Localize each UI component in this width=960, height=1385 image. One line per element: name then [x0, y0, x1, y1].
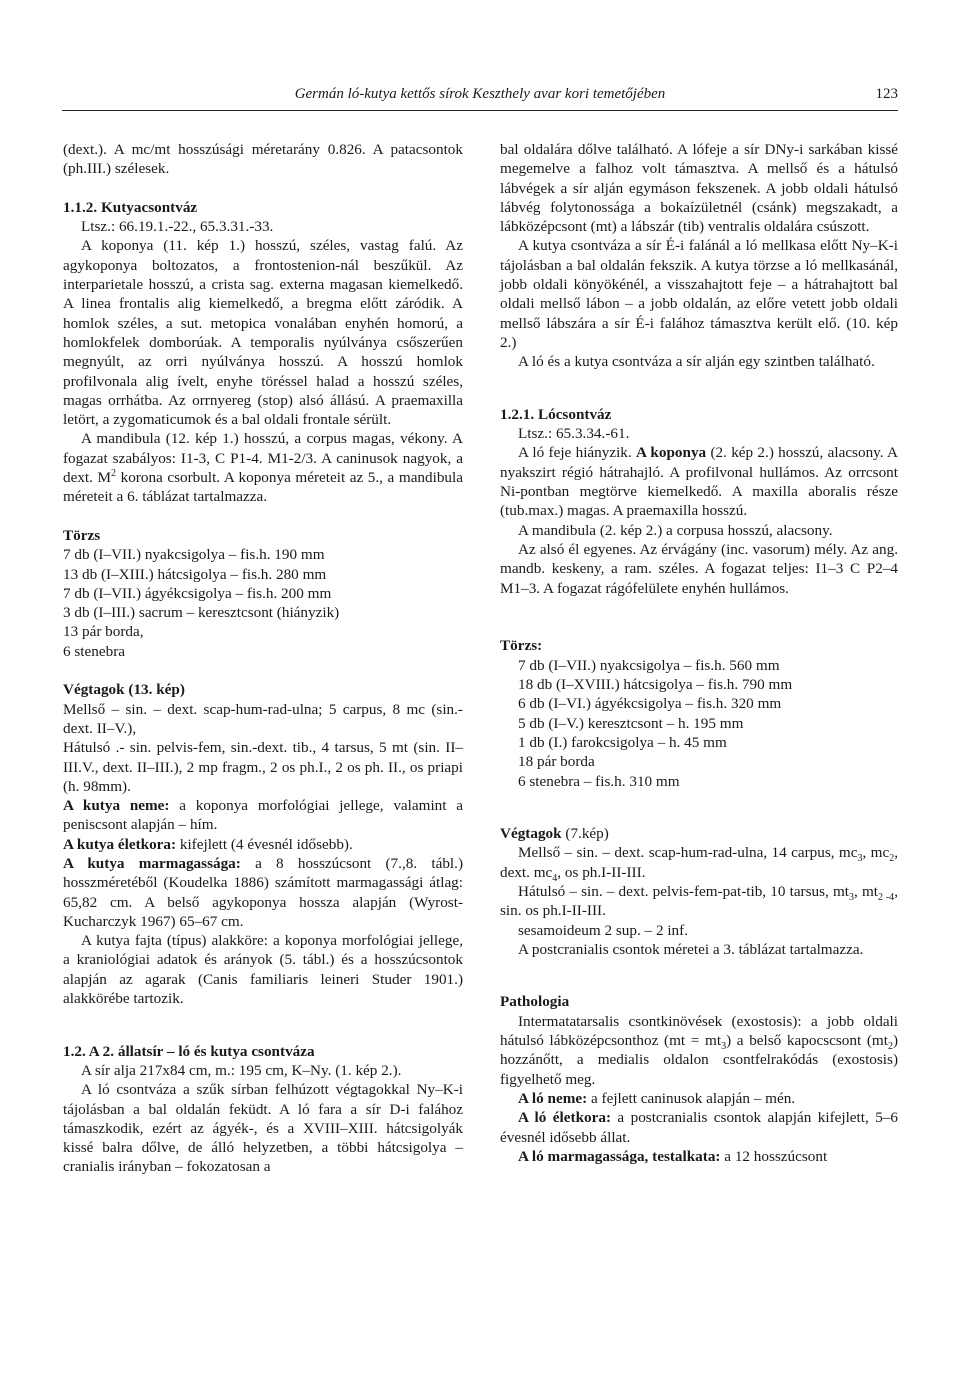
paragraph-pathologia: Intermatatarsalis csontkinövések (exostosis): a jobb oldali hátulsó lábközépcsonthoz $(mt = mt_3)$ a belső kapocscsont $(mt_2)$ hozzánőtt, a medialis oldalon csontfelrakódás (exostosis) figyelhető meg. — [500, 1012, 898, 1088]
paragraph-fej: A ló feje hiányzik. A koponya (2. kép 2.) hosszú, alacsony. A nyakszirt régió hátrahajló. A profilvonal hullámos. Az orrcsont Ni-pontban megtörve kiemelkedő. A maxilla aboralis része (tub.max.) magas. A praemaxilla hosszú. — [500, 444, 898, 520]
list-item: 18 db (I–XVIII.) hátcsigolya – fis.h. 790 mm — [518, 676, 793, 694]
paragraph-mandibula: A mandibula (12. kép 1.) hosszú, a corpus magas, vékony. A fogazat szabályos: I1-3, C P1-4. M1-2/3. A caninusok nagyok, a dext. $M^2$ korona csorbult. A koponya méreteit az 5., a mandibula méreteit a 6. táblázat tartalmazza. — [63, 430, 463, 506]
list-item: 7 db (I–VII.) ágyékcsigolya – fis.h. 200 mm — [63, 584, 332, 602]
paragraph-sesamoideum: sesamoideum 2 sup. – 2 inf. — [518, 921, 688, 939]
paragraph-neme: A kutya neme: a koponya morfológiai jellege, valamint a peniscsont alapján – hím. — [63, 797, 463, 834]
subheading-vegtagok: Végtagok (7.kép) — [500, 825, 609, 843]
list-item: 5 db (I–V.) keresztcsont – h. 195 mm — [518, 714, 744, 732]
list-item: 1 db (I.) farokcsigolya – h. 45 mm — [518, 733, 727, 751]
list-item: 7 db (I–VII.) nyakcsigolya – fis.h. 190 mm — [63, 546, 325, 564]
paragraph-mandibula: A mandibula (2. kép 2.) a corpusa hosszú, alacsony. — [518, 521, 833, 539]
paragraph-lo-csontvaz: A ló csontváza a szűk sírban felhúzott végtagokkal Ny–K-i tájolásban a bal oldalán feküdt. A ló fara a sír D-i falához támaszkodik, ezért az ágyék-, és a XVIII–XIII. hátcsigolyák kissé balra dőlve, de álló helyzetben, a többi hátcsigolya – cranialis irányban – fokozatosan a — [63, 1081, 463, 1176]
list-item: 13 db (I–XIII.) hátcsigolya – fis.h. 280 mm — [63, 565, 327, 583]
list-item: 7 db (I–VII.) nyakcsigolya – fis.h. 560 mm — [518, 656, 780, 674]
paragraph-also-el: Az alsó él egyenes. Az érvágány (inc. vasorum) mély. Az ang. mandb. keskeny, a ram. széles. A fogazat teljes: I1–3 C P2–4 M1–3. A fogazat rágófelülete enyhén hullámos. — [500, 540, 898, 597]
list-item: 6 stenebra – fis.h. 310 mm — [518, 772, 680, 790]
header-title: Germán ló-kutya kettős sírok Keszthely avar kori temetőjében — [294, 86, 666, 102]
section-heading-kutyacsontvaz: 1.1.2. Kutyacsontváz — [63, 198, 198, 216]
list-item: 3 db (I–III.) sacrum – keresztcsont (hiányzik) — [63, 604, 340, 622]
subheading-torzs: Törzs: — [500, 637, 543, 655]
subheading-torzs: Törzs — [63, 526, 101, 544]
section-heading-locsontvaz: 1.2.1. Lócsontváz — [500, 405, 612, 423]
list-item: 6 stenebra — [63, 642, 125, 660]
paragraph-hatso: Hátulsó .- sin. pelvis-fem, sin.-dext. tib., 4 tarsus, 5 mt (sin. II–III.V., dext. II–III.), 2 mp fragm., 2 os ph.I., 2 os ph. II., os priapi (h. 98mm). — [63, 739, 463, 795]
paragraph-fajta: A kutya fajta (típus) alakköre: a koponya morfológiai jellege, a kraniológiai adatok és arányok (5. tábl.) és a hosszúcsontok alapján az agarak (Canis familiaris leineri Studer 1901.) alakkörébe tartozik. — [63, 932, 463, 1008]
ltsz-line: Ltsz.: 66.19.1.-22., 65.3.31.-33. — [81, 218, 274, 236]
running-header — [62, 84, 898, 111]
paragraph: (dext.). A mc/mt hosszúsági méretarány 0.826. A patacsontok (ph.III.) szélesek. — [63, 141, 463, 178]
list-item: 6 db (I–VI.) ágyékcsigolya – fis.h. 320 mm — [518, 695, 782, 713]
subheading-vegtagok: Végtagok (13. kép) — [63, 681, 185, 699]
paragraph-mello: Mellső – sin. – dext. scap-hum-rad-ulna, 14 carpus, $mc_3$, $mc_2$, dext. $mc_4$, os ph.I-II-III. — [500, 844, 899, 884]
paragraph-lo-marmagassag: A ló marmagassága, testalkata: a 12 hosszúcsont — [518, 1147, 828, 1165]
torzs-list — [63, 545, 463, 661]
paragraph-lo-neme: A ló neme: a fejlett caninusok alapján – mén. — [518, 1089, 796, 1107]
right-column — [500, 140, 898, 1166]
paragraph-postcranialis: A postcranialis csontok méretei a 3. táblázat tartalmazza. — [518, 940, 864, 958]
list-item: 18 pár borda — [518, 753, 595, 771]
paragraph-sir-alja: A sír alja 217x84 cm, m.: 195 cm, K–Ny. (1. kép 2.). — [81, 1061, 402, 1079]
paragraph-koponya: A koponya (11. kép 1.) hosszú, széles, vastag falú. Az agykoponya boltozatos, a frontostenion-nál beszűkül. Az interparietale hosszú, a crista sag. externa magasan kiemelkedő. A linea frontalis alig kiemelkedő, a bregma előtt záródik. A homlok széles, a sut. metopica vonalában enyhén homorú, a homlokfelek domborúak. A temporalis nyúlványa csőszerűen megnyúlt, az orri nyúlványa hosszú. A hosszú homlok profilvonala alig ívelt, enyhe töréssel halad a hosszú széles, magas orrhátba. Az orrnyereg (stop) alsó állású. A praemaxilla letört, a zygomaticumok és a bal oldali frontale sérült. — [63, 237, 463, 429]
paragraph-kutya-csontvaz: A kutya csontváza a sír É-i falánál a ló mellkasa előtt Ny–K-i tájolásban a bal oldalán fekszik. A kutya törzse a ló mellkasánál, jobb oldali könyökénél, a visszahajtott feje – a hátrahajtott bal oldali mellső lábon – a jobb oldalán, az előre vetett jobb oldali mellső lábszára a sír É-i falához támasztva került elő. (10. kép 2.) — [500, 237, 898, 351]
paragraph: bal oldalára dőlve található. A lófeje a sír DNy-i sarkában kissé megemelve a falhoz volt támasztva. A mellső és a hátulsó lábvégek a sír alján egymáson fekszenek. A jobb oldali hátulsó lábvég folytonossága a bokaízületnél (csánk) megszakadt, a lábközépcsont (mt) a lábszár (tib) ventralis oldalára csúszott. — [500, 141, 898, 236]
paragraph-eletkora: A kutya életkora: kifejlett (4 évesnél idősebb). — [63, 835, 353, 853]
paragraph-egy-szint: A ló és a kutya csontváza a sír alján egy szintben található. — [518, 353, 875, 371]
paragraph-marmagassag: A kutya marmagassága: a 8 hosszúcsont (7.,8. tábl.) hosszméretéből (Koudelka 1886) számított marmagassági átlag: 65,82 cm. A belső agykoponya hossza alapján (Wyrost-Kucharczyk 1967) 65–67 cm. — [63, 854, 463, 930]
torzs-list — [500, 656, 898, 791]
paragraph-mello: Mellső – sin. – dext. scap-hum-rad-ulna; 5 carpus, 8 mc (sin.-dext. II–V.), — [63, 700, 463, 737]
subheading-pathologia: Pathologia — [500, 993, 570, 1011]
paragraph-lo-eletkora: A ló életkora: a postcranialis csontok alapján kifejlett, 5–6 évesnél idősebb állat. — [500, 1109, 898, 1146]
list-item: 13 pár borda, — [63, 623, 144, 641]
paragraph-hatso: Hátulsó – sin. – dext. pelvis-fem-pat-tib, 10 tarsus, $mt_3$, $mt_{2 -4}$, sin. os ph.I-II-III. — [500, 882, 898, 920]
ltsz-line: Ltsz.: 65.3.34.-61. — [518, 425, 630, 443]
left-column — [63, 140, 463, 1177]
page-number: 123 — [875, 86, 898, 102]
section-heading-allatsir-2: 1.2. A 2. állatsír – ló és kutya csontváza — [63, 1042, 315, 1060]
